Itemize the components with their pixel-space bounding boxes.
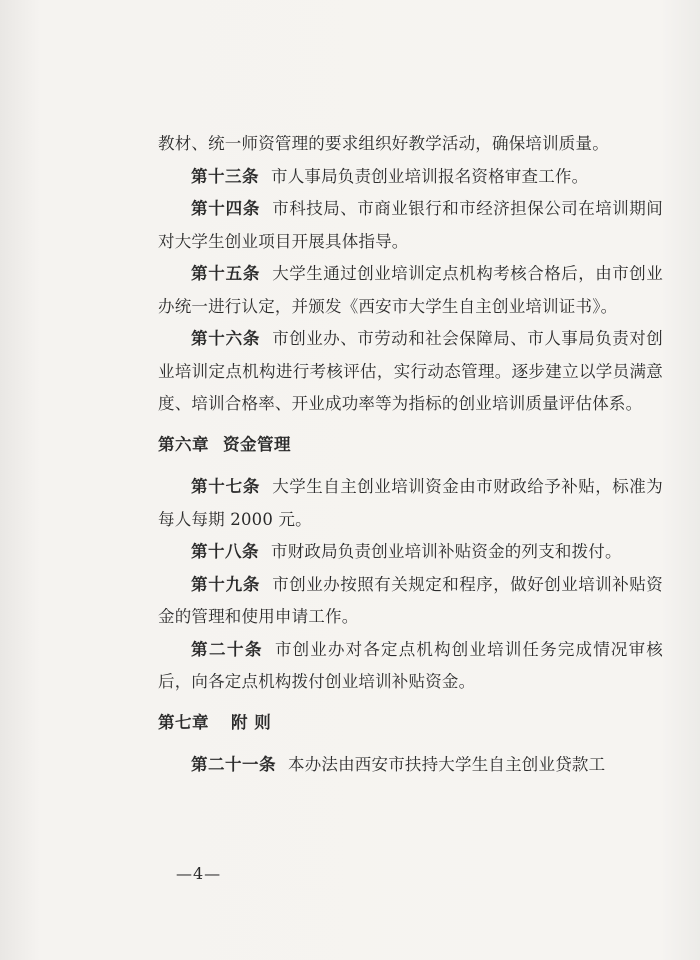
article-label: 第十六条 (191, 329, 261, 348)
page-number: —4— (176, 864, 222, 883)
article-text: 本办法由西安市扶持大学生自主创业贷款工 (288, 755, 606, 774)
chapter-number: 第六章 (158, 434, 209, 454)
paragraph-continuation (158, 128, 663, 161)
article-label: 第十九条 (191, 574, 261, 594)
article-label: 第十五条 (191, 264, 261, 283)
article-text: 市财政局负责创业培训补贴资金的列支和拨付。 (271, 542, 622, 561)
article-14 (158, 193, 663, 258)
article-text: 市科技局、市商业银行和市经济担保公司在培训期间对大学生创业项目开展具体指导。 (158, 199, 663, 251)
article-label: 第十八条 (191, 542, 259, 561)
article-label: 第十七条 (191, 477, 261, 496)
article-text: 市人事局负责创业培训报名资格审查工作。 (271, 166, 589, 186)
article-16 (158, 323, 663, 421)
article-text: 市创业办按照有关规定和程序，做好创业培训补贴资金的管理和使用申请工作。 (158, 574, 663, 626)
article-text: 市创业办、市劳动和社会保障局、市人事局负责对创业培训定点机构进行考核评估，实行动态管理。逐步建立以学员满意度、培训合格率、开业成功率等为指标的创业培训质量评估体系。 (158, 329, 663, 413)
article-text: 大学生通过创业培训定点机构考核合格后，由市创业办统一进行认定，并颁发《西安市大学生自主创业培训证书》。 (158, 264, 663, 316)
chapter-heading-6 (158, 429, 663, 462)
article-13 (158, 161, 663, 194)
article-text: 大学生自主创业培训资金由市财政给予补贴，标准为每人每期 2000 元。 (158, 477, 663, 529)
article-label: 第二十一条 (191, 755, 276, 774)
article-label: 第十四条 (191, 199, 261, 218)
chapter-title: 资金管理 (223, 434, 291, 454)
paragraph-text: 教材、统一师资管理的要求组织好教学活动，确保培训质量。 (158, 134, 609, 153)
article-21 (158, 749, 663, 782)
article-19 (158, 569, 663, 634)
article-label: 第二十条 (191, 639, 263, 659)
article-15 (158, 258, 663, 323)
chapter-number: 第七章 (158, 712, 209, 732)
article-20 (158, 634, 663, 699)
article-17 (158, 471, 663, 536)
article-18 (158, 536, 663, 569)
chapter-title: 附 则 (231, 712, 272, 732)
article-text: 市创业办对各定点机构创业培训任务完成情况审核后，向各定点机构拨付创业培训补贴资金。 (158, 639, 663, 691)
document-body (158, 128, 663, 782)
article-label: 第十三条 (191, 166, 259, 186)
chapter-heading-7 (158, 707, 663, 740)
